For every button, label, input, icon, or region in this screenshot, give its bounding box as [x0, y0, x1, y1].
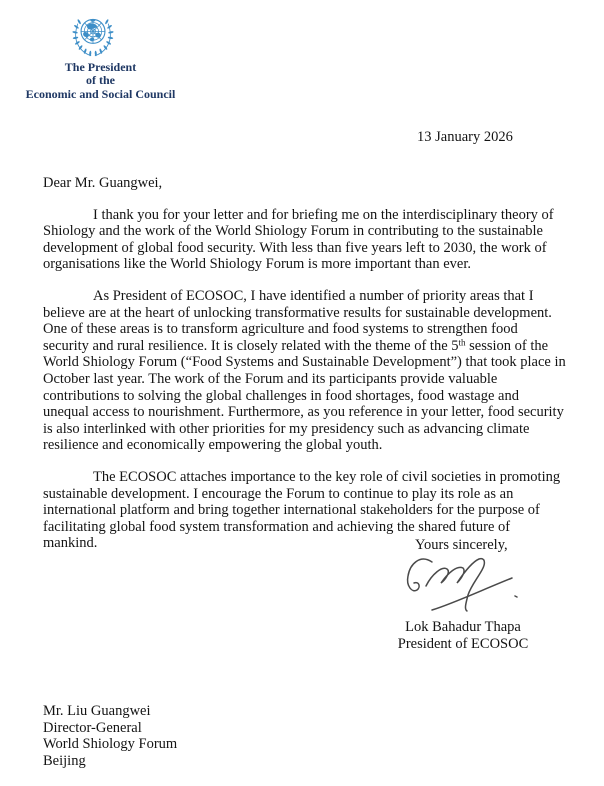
paragraph-2-text-b: session of the World Shiology Forum (“Food Systems and Sustainable Development”) that took place in October last year. The work of the Forum and its participants provide valuable contributions to solving the global challenges in food shortages, food wastage and unequal access to nourishment. Furthermore, as you reference in your letter, food security is also interlinked with other priorities for my presidency such as advancing climate resilience and economically empowering the global youth.: [43, 337, 566, 454]
recipient-organization: World Shiology Forum: [43, 736, 178, 753]
signer-title: President of ECOSOC: [397, 636, 529, 652]
un-emblem-icon: [70, 12, 116, 60]
letter-body: [43, 175, 567, 552]
paragraph-2: [43, 288, 567, 454]
salutation: Dear Mr. Guangwei,: [43, 175, 163, 191]
paragraph-3: The ECOSOC attaches importance to the key role of civil societies in promoting sustainable development. I encourage the Forum to continue to play its role as an international platform and bring together international stakeholders for the purpose of facilitating global food system transformation and achieving the shared future of mankind.: [43, 468, 561, 552]
letterhead-line-2: of the: [86, 73, 115, 88]
paragraph-2-text-a: As President of ECOSOC, I have identified a number of priority areas that I believe are at the heart of unlocking transformative results for sustainable development. One of these areas is to transform agriculture and food systems to strengthen food security and rural resilience. It is closely related with the theme of the 5: [43, 287, 552, 354]
recipient-block: [43, 703, 177, 769]
handwritten-signature-icon: [400, 550, 520, 616]
signer-name: Lok Bahadur Thapa: [405, 619, 521, 635]
recipient-name: Mr. Liu Guangwei: [43, 703, 151, 719]
paragraph-1: I thank you for your letter and for briefing me on the interdisciplinary theory of Shiology and the work of the World Shiology Forum in contributing to the sustainable development of global food security. With less than five years left to 2030, the work of organisations like the World Shiology Forum is more important than ever.: [43, 206, 554, 273]
ordinal-superscript: th: [458, 337, 466, 348]
letter-date: 13 January 2026: [417, 129, 513, 145]
recipient-city: Beijing: [43, 752, 86, 769]
letterhead: [18, 61, 183, 101]
recipient-title: Director-General: [43, 719, 142, 736]
letterhead-line-1: The President: [64, 60, 137, 74]
letterhead-line-3: Economic and Social Council: [25, 86, 176, 101]
signature-block: [391, 619, 535, 653]
valediction: Yours sincerely,: [415, 537, 508, 553]
